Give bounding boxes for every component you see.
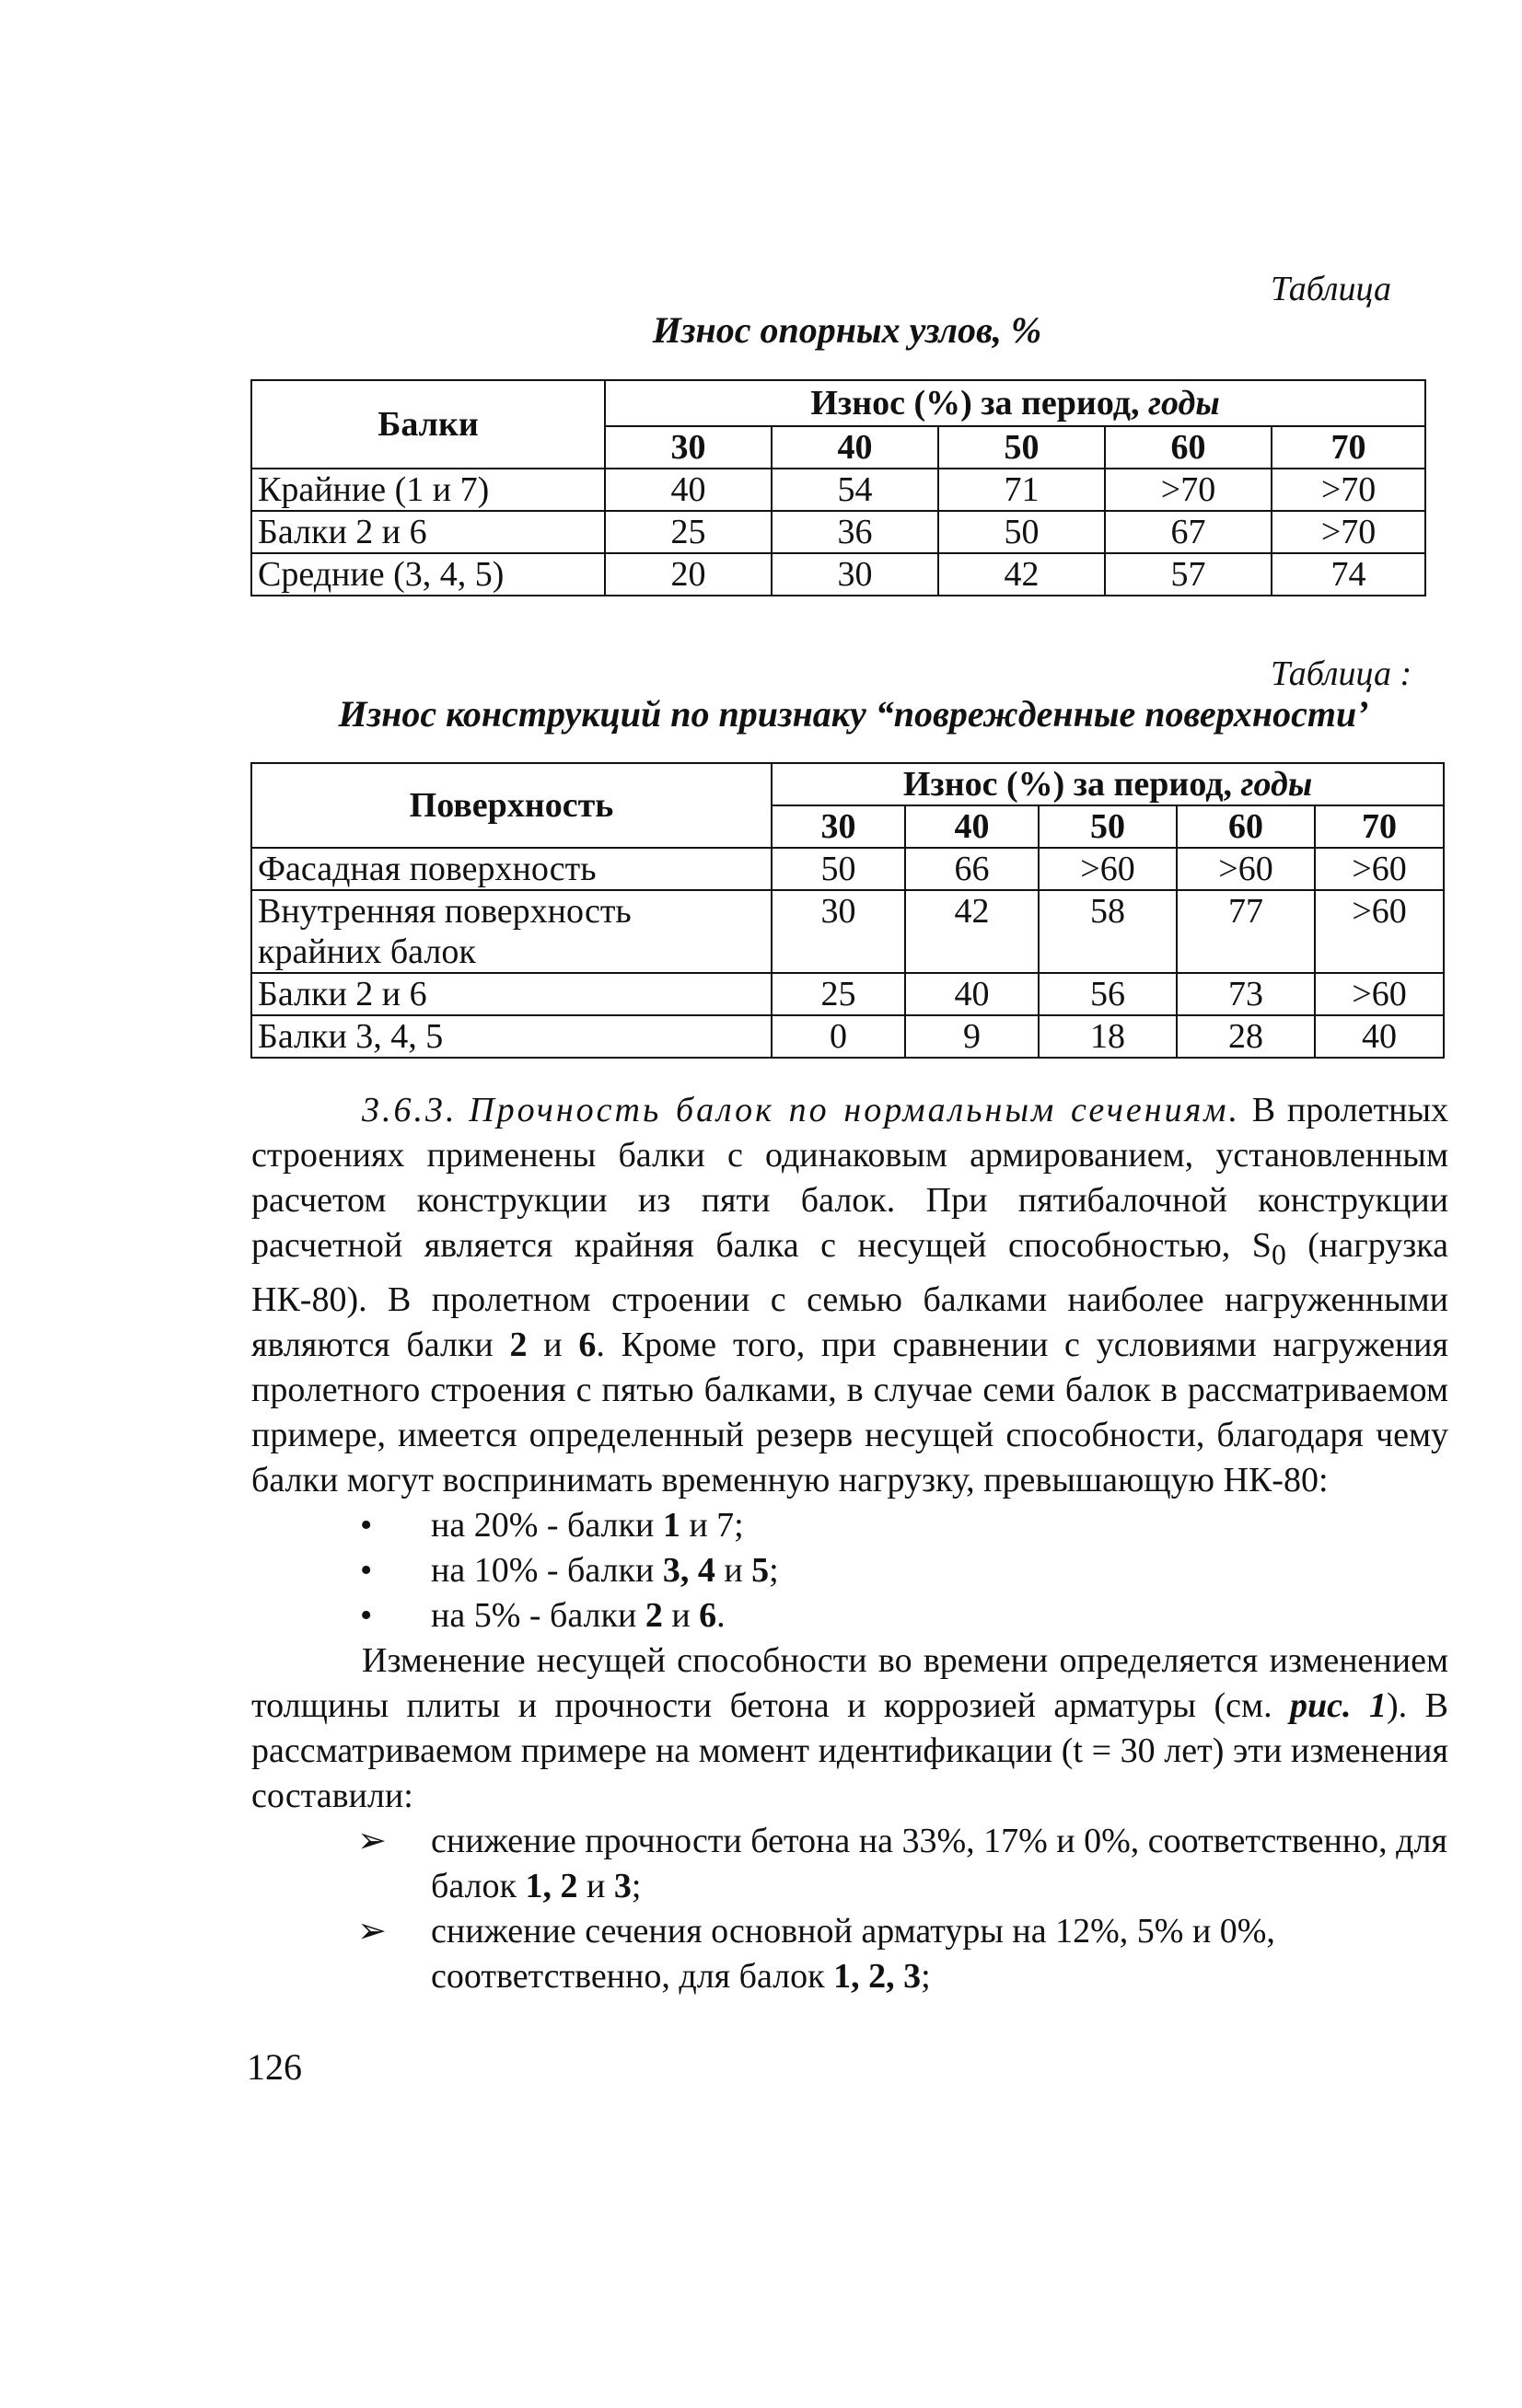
- table-row: [251, 469, 1425, 511]
- table2-label: Таблица :: [1271, 654, 1412, 693]
- table-row: [251, 1015, 1444, 1058]
- arrow-bullet-icon: ➢: [357, 1911, 387, 1951]
- section-number: 3.6.3.: [362, 1091, 458, 1129]
- cell: 40: [1315, 1015, 1444, 1058]
- table1-header-beams: Балки: [251, 380, 605, 469]
- cell: 77: [1177, 890, 1315, 973]
- cell: >70: [1272, 511, 1425, 553]
- cell: 54: [772, 469, 938, 511]
- cell: >60: [1315, 848, 1444, 890]
- cell: 67: [1105, 511, 1272, 553]
- cell: 74: [1272, 553, 1425, 596]
- cell: 66: [905, 848, 1039, 890]
- figure-reference: рис. 1: [1290, 1685, 1388, 1725]
- cell: 30: [772, 890, 905, 973]
- row-label: Внутренняя поверхность крайних балок: [251, 890, 772, 973]
- page-number: 126: [247, 2046, 302, 2088]
- paragraph-2: Изменение несущей способности во времени определяется изменением толщины плиты и прочности бетона и коррозией арматуры (см. рис. 1). В рассматриваемом примере на момент идентификации (t = 30 лет) эти изменения составили:: [251, 1640, 1449, 1815]
- table2-year: 70: [1315, 805, 1444, 848]
- cell: 71: [938, 469, 1105, 511]
- cell: 42: [905, 890, 1039, 973]
- table2-year: 50: [1039, 805, 1177, 848]
- table1-year: 50: [938, 426, 1105, 469]
- cell: 0: [772, 1015, 905, 1058]
- list-item: ➢ снижение сечения основной арматуры на 12%, 5% и 0%, соответственно, для балок 1, 2, 3;: [251, 1909, 1448, 1999]
- cell: 25: [605, 511, 772, 553]
- cell: >60: [1315, 890, 1444, 973]
- row-label: Балки 2 и 6: [251, 511, 605, 553]
- list-item: • на 5% - балки 2 и 6.: [251, 1593, 1448, 1638]
- cell: 58: [1039, 890, 1177, 973]
- cell: 20: [605, 553, 772, 596]
- list-item: • на 10% - балки 3, 4 и 5;: [251, 1548, 1448, 1593]
- cell: 50: [938, 511, 1105, 553]
- table1-header-period: Износ (%) за период, годы: [605, 380, 1425, 426]
- table2-year: 30: [772, 805, 905, 848]
- row-label: Крайние (1 и 7): [251, 469, 605, 511]
- paragraph-1: 3.6.3. Прочность балок по нормальным сечениям. В пролетных строениях применены балки с одинаковым армированием, установленным расчетом конструкции из пяти балок. При пятибалочной конструкции расчетной является крайняя балка с несущей способностью, $S_0$ (нагрузка НК-80). В пролетном строении с семью балками наиболее нагруженными являются балки 2 и 6. Кроме того, при сравнении с условиями нагружения пролетного строения с пятью балками, в случае семи балок в рассматриваемом примере, имеется определенный резерв несущей способности, благодаря чему балки могут воспринимать временную нагрузку, превышающую НК-80:: [251, 1091, 1448, 1499]
- table1: [250, 379, 1426, 596]
- row-label: Фасадная поверхность: [251, 848, 772, 890]
- cell: 36: [772, 511, 938, 553]
- table-row: [251, 553, 1425, 596]
- table1-year: 70: [1272, 426, 1425, 469]
- table2-header-surface: Поверхность: [251, 763, 772, 848]
- bullet-icon: •: [360, 1595, 373, 1635]
- cell: 28: [1177, 1015, 1315, 1058]
- row-label: Балки 3, 4, 5: [251, 1015, 772, 1058]
- list-item: • на 20% - балки 1 и 7;: [251, 1503, 1448, 1548]
- cell: 73: [1177, 973, 1315, 1015]
- bullet-icon: •: [360, 1550, 373, 1590]
- cell: 57: [1105, 553, 1272, 596]
- cell: >60: [1039, 848, 1177, 890]
- cell: >60: [1315, 973, 1444, 1015]
- cell: 9: [905, 1015, 1039, 1058]
- table1-year: 30: [605, 426, 772, 469]
- row-label: Балки 2 и 6: [251, 973, 772, 1015]
- table2-title: Износ конструкций по признаку “поврежденные поверхности’: [338, 693, 1369, 735]
- table1-year: 40: [772, 426, 938, 469]
- table-row: [251, 848, 1444, 890]
- table-row: [251, 973, 1444, 1015]
- cell: >70: [1272, 469, 1425, 511]
- arrow-list: [251, 1819, 1448, 1999]
- cell: 40: [905, 973, 1039, 1015]
- section-body: [251, 1088, 1448, 1999]
- cell: >60: [1177, 848, 1315, 890]
- table2-year: 60: [1177, 805, 1315, 848]
- arrow-bullet-icon: ➢: [357, 1821, 387, 1860]
- table2-header-period: Износ (%) за период, годы: [772, 763, 1444, 805]
- table1-year: 60: [1105, 426, 1272, 469]
- table-row: [251, 511, 1425, 553]
- cell: 42: [938, 553, 1105, 596]
- table2: [250, 762, 1445, 1059]
- cell: 25: [772, 973, 905, 1015]
- cell: >70: [1105, 469, 1272, 511]
- cell: 56: [1039, 973, 1177, 1015]
- row-label: Средние (3, 4, 5): [251, 553, 605, 596]
- table2-year: 40: [905, 805, 1039, 848]
- table-row: [251, 890, 1444, 973]
- bullet-icon: •: [360, 1505, 373, 1545]
- table1-label: Таблица: [1271, 270, 1391, 308]
- cell: 30: [772, 553, 938, 596]
- cell: 18: [1039, 1015, 1177, 1058]
- table1-title: Износ опорных узлов, %: [652, 309, 1042, 351]
- list-item: ➢ снижение прочности бетона на 33%, 17% и 0%, соответственно, для балок 1, 2 и 3;: [251, 1819, 1448, 1909]
- cell: 50: [772, 848, 905, 890]
- cell: 40: [605, 469, 772, 511]
- bullet-list: [251, 1503, 1448, 1638]
- section-heading: Прочность балок по нормальным сечениям.: [469, 1091, 1241, 1129]
